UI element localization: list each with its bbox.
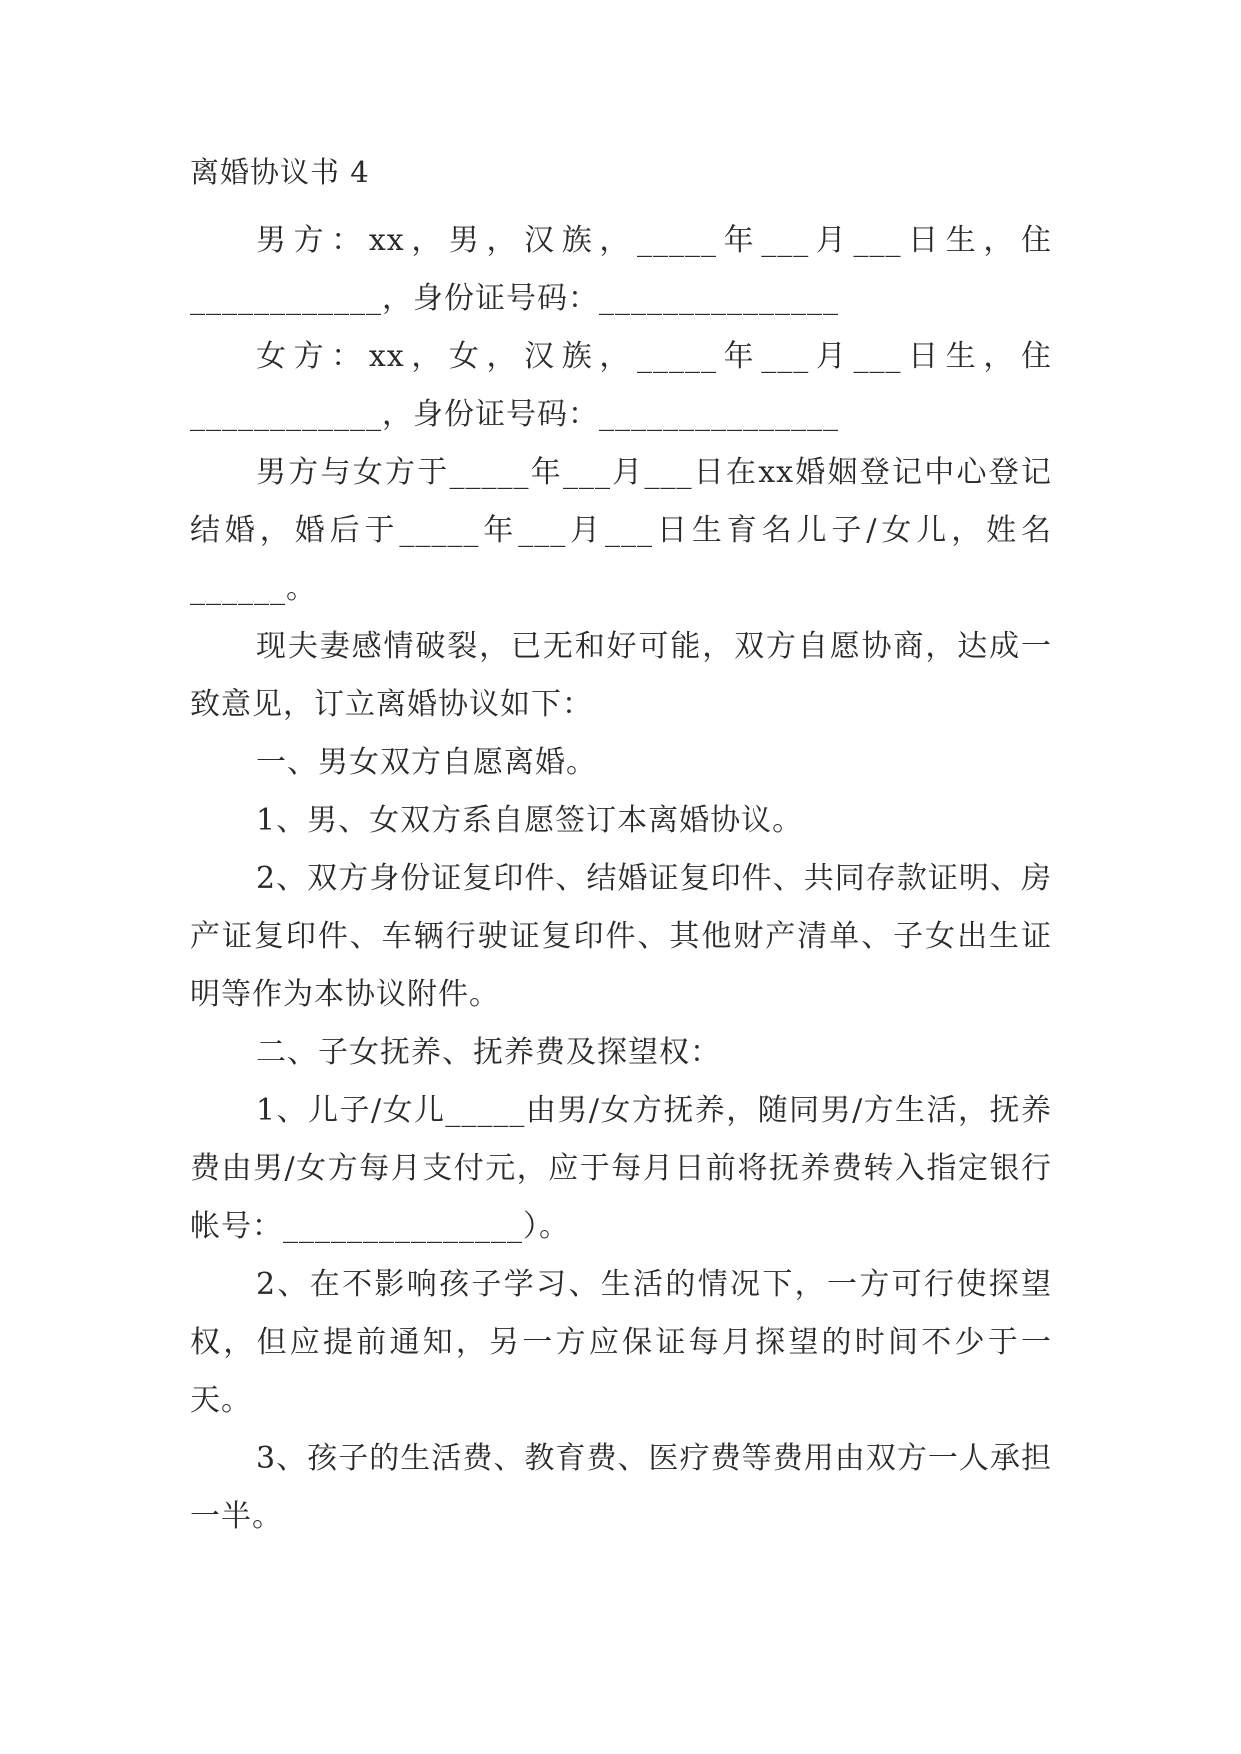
section-heading-custody: 二、子女抚养、抚养费及探望权：	[256, 1035, 721, 1070]
paragraph-female-party: 女方：xx，女，汉族，_____年___月___日生，住____________，身份证号码：_______________	[190, 339, 1052, 432]
document-body	[190, 152, 1052, 1546]
clause-1-1: 1、男、女双方系自愿签订本离婚协议。	[256, 803, 804, 838]
clause-1-2: 2、双方身份证复印件、结婚证复印件、共同存款证明、房产证复印件、车辆行驶证复印件、其他财产清单、子女出生证明等作为本协议附件。	[190, 861, 1052, 1012]
paragraph-agreement-intro: 现夫妻感情破裂，已无和好可能，双方自愿协商，达成一致意见，订立离婚协议如下：	[190, 629, 1052, 722]
paragraph-male-party: 男方：xx，男，汉族，_____年___月___日生，住____________，身份证号码：_______________	[190, 223, 1052, 316]
clause-2-3: 3、孩子的生活费、教育费、医疗费等费用由双方一人承担一半。	[190, 1441, 1052, 1534]
paragraph-marriage-info: 男方与女方于_____年___月___日在xx婚姻登记中心登记结婚，婚后于_____年___月___日生育名儿子/女儿，姓名______。	[190, 455, 1052, 606]
section-heading-divorce: 一、男女双方自愿离婚。	[256, 745, 597, 780]
document-title: 离婚协议书 4	[190, 155, 370, 189]
clause-2-2: 2、在不影响孩子学习、生活的情况下，一方可行使探望权，但应提前通知，另一方应保证每月探望的时间不少于一天。	[190, 1267, 1052, 1418]
clause-2-1: 1、儿子/女儿_____由男/女方抚养，随同男/方生活，抚养费由男/女方每月支付元，应于每月日前将抚养费转入指定银行帐号：_______________）。	[190, 1093, 1052, 1244]
